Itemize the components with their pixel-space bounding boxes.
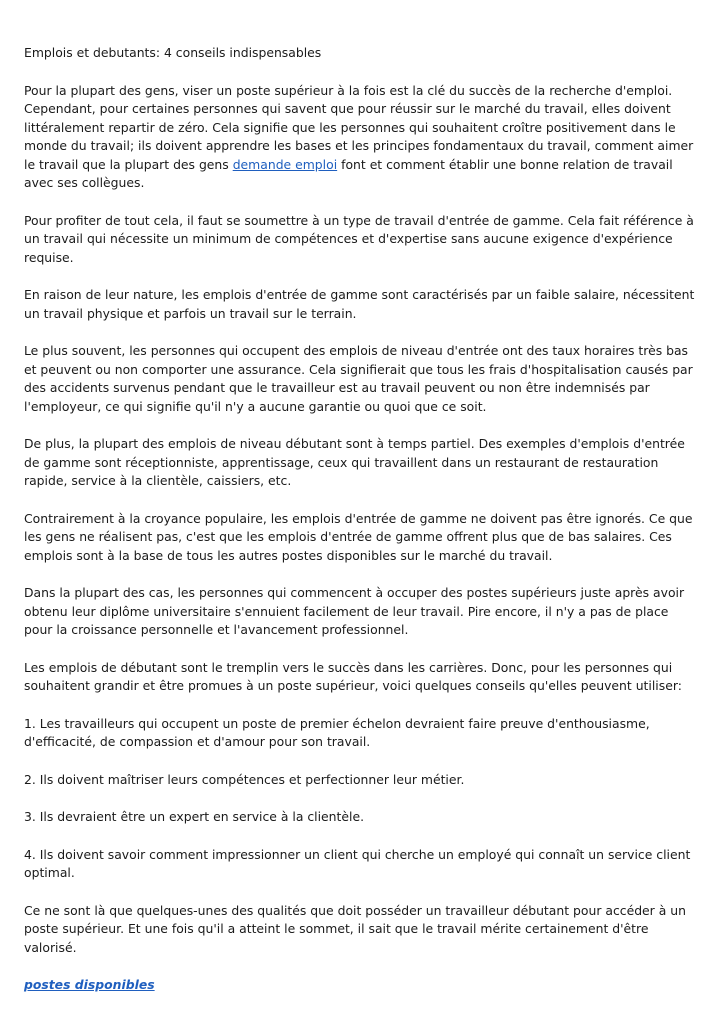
tip-2: 2. Ils doivent maîtriser leurs compétences et perfectionner leur métier. bbox=[24, 771, 465, 787]
document-title: Emplois et debutants: 4 conseils indispensables bbox=[24, 45, 322, 60]
postes-disponibles-link[interactable]: postes disponibles bbox=[24, 977, 155, 992]
tip-1: 1. Les travailleurs qui occupent un poste de premier échelon devraient faire preuve d'enthousiasme, d'efficacité, de compassion et d'amour pour son travail. bbox=[24, 715, 650, 749]
intro-text-before: Pour la plupart des gens, viser un poste supérieur à la fois est la clé du succès de la recherche d'emploi. Cependant, pour certaines personnes qui savent que pour réussir sur le marché du travail, elles doivent littéralement repartir de zéro. Cela signifie que les personnes qui souhaitent croître positivement dans le monde du travail; ils doivent apprendre les bases et les principes fondamentaux du travail, comment aimer le travail que la plupart des gens bbox=[24, 82, 694, 172]
paragraph-entry-level: Pour profiter de tout cela, il faut se soumettre à un type de travail d'entrée de gamme. Cela fait référence à un travail qui nécessite un minimum de compétences et d'expertise sans aucune exigence d'expérience requise. bbox=[24, 212, 694, 265]
tip-4: 4. Ils doivent savoir comment impressionner un client qui cherche un employé qui connaît un service client optimal. bbox=[24, 846, 691, 880]
paragraph-part-time: De plus, la plupart des emplois de niveau débutant sont à temps partiel. Des exemples d'emplois d'entrée de gamme sont réceptionniste, apprentissage, ceux qui travaillent dans un restaurant de restauration rapide, service à la clientèle, caissiers, etc. bbox=[24, 436, 685, 488]
intro-paragraph bbox=[24, 82, 700, 193]
paragraph-stepping-stone: Les emplois de débutant sont le tremplin vers le succès dans les carrières. Donc, pour les personnes qui souhaitent grandir et être promues à un poste supérieur, voici quelques conseils qu'elles peuvent utiliser: bbox=[24, 659, 682, 693]
demande-emploi-link[interactable]: demande emploi bbox=[232, 156, 338, 172]
tip-3: 3. Ils devraient être un expert en service à la clientèle. bbox=[24, 809, 365, 824]
intro-text-after: font et comment établir une bonne relation de travail avec ses collègues. bbox=[24, 156, 673, 190]
paragraph-nature: En raison de leur nature, les emplois d'entrée de gamme sont caractérisés par un faible salaire, nécessitent un travail physique et parfois un travail sur le terrain. bbox=[24, 287, 695, 321]
paragraph-graduates: Dans la plupart des cas, les personnes qui commencent à occuper des postes supérieurs juste après avoir obtenu leur diplôme universitaire s'ennuient facilement de leur travail. Pire encore, il n'y a pas de place pour la croissance personnelle et l'avancement professionnel. bbox=[24, 585, 685, 637]
footer-link-paragraph bbox=[24, 976, 700, 995]
paragraph-popular-belief: Contrairement à la croyance populaire, les emplois d'entrée de gamme ne doivent pas être ignorés. Ce que les gens ne réalisent pas, c'est que les emplois d'entrée de gamme offrent plus que de bas salaires. Ces emplois sont à la base de tous les autres postes disponibles sur le marché du travail. bbox=[24, 510, 693, 563]
document-body bbox=[24, 44, 700, 1014]
paragraph-conclusion: Ce ne sont là que quelques-unes des qualités que doit posséder un travailleur débutant pour accéder à un poste supérieur. Et une fois qu'il a atteint le sommet, il sait que le travail mérite certainement d'être valorisé. bbox=[24, 902, 686, 955]
paragraph-hourly-rates: Le plus souvent, les personnes qui occupent des emplois de niveau d'entrée ont des taux horaires très bas et peuvent ou non comporter une assurance. Cela signifierait que tous les frais d'hospitalisation causés par des accidents survenus pendant que le travailleur est au travail peuvent ou non être indemnisés par l'employeur, ce qui signifie qu'il n'y a aucune garantie ou quoi que ce soit. bbox=[24, 343, 693, 414]
